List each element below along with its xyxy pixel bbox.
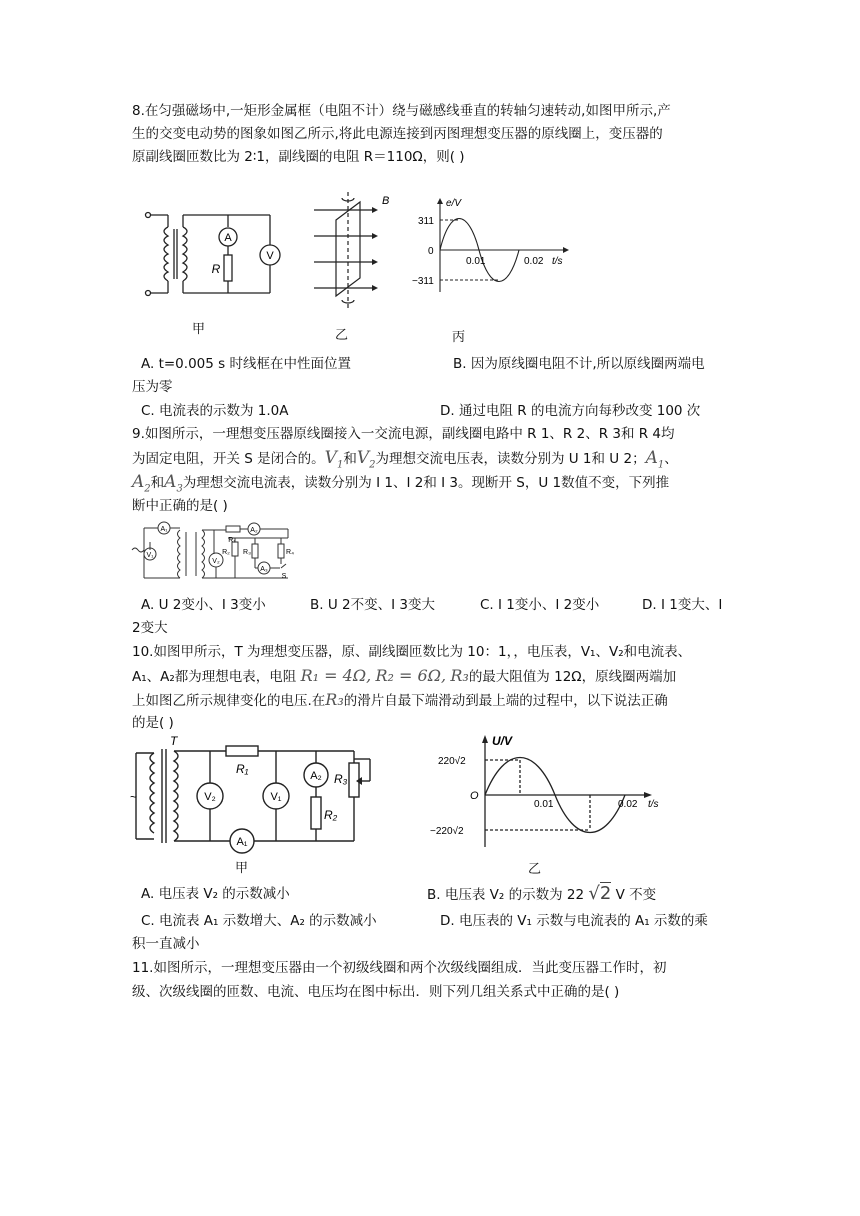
graph-ytick-zero: 0 — [428, 246, 434, 257]
q10-option-c: C. 电流表 A₁ 示数增大、A₂ 的示数减小 — [141, 913, 377, 929]
graph-ylabel: e/V — [446, 198, 462, 209]
q10-line1: 10.如图甲所示，T 为理想变压器，原、副线圈匝数比为 10：1，，电压表，V₁、V₂和电流表、 — [132, 644, 692, 660]
fig-label-yi: 乙 — [335, 328, 349, 343]
q9-label-s: S — [281, 573, 287, 580]
q11-line2: 级、次级线圈的匝数、电流、电压均在图中标出．则下列几组关系式中正确的是( ) — [132, 984, 620, 1000]
symbol-r3-b: R₃ — [325, 690, 344, 709]
q10-option-d-line2: 积一直减小 — [132, 936, 200, 952]
q10-label-r2: R₂ — [324, 808, 338, 822]
q10-label-t: T — [170, 734, 178, 748]
q10-label-r3: R₃ — [334, 772, 348, 786]
q9-option-c: C. I 1变小、I 2变小 — [480, 597, 600, 613]
q10-fig-label-yi: 乙 — [528, 862, 542, 877]
ammeter-label: A — [224, 232, 232, 244]
q10-label-tilde: ~ — [130, 790, 138, 804]
symbol-r3: R₃ — [450, 666, 469, 685]
graph-ytick-neg: −311 — [412, 276, 434, 287]
q10-option-d-line1: D. 电压表的 V₁ 示数与电流表的 A₁ 示数的乘 — [440, 913, 708, 929]
graph-xtick-1: 0.01 — [466, 256, 486, 267]
q9-label-r3: R₃ — [243, 549, 251, 556]
q8-stem-line1: 8.在匀强磁场中,一矩形金属框（电阻不计）绕与磁感线垂直的转轴匀速转动,如图甲所示,产 — [132, 103, 671, 119]
fig-label-jia: 甲 — [192, 322, 206, 337]
q8-option-c: C. 电流表的示数为 1.0A — [141, 403, 289, 419]
q10-line3: 上如图乙所示规律变化的电压.在R₃的滑片自最下端滑动到最上端的过程中，以下说法正确 — [132, 690, 668, 709]
equation-r1: R₁ = 4Ω, — [300, 666, 372, 685]
q10-option-b: B. 电压表 V₂ 的示数为 22 √2 V 不变 — [427, 883, 657, 904]
graph-xlabel: t/s — [648, 799, 659, 810]
q10-option-a: A. 电压表 V₂ 的示数减小 — [141, 886, 290, 902]
q8-circuit-figure — [140, 205, 300, 305]
graph-ytick-neg: −220√2 — [430, 826, 464, 837]
q10-line4: 的是( ) — [132, 715, 174, 731]
q9-line3: $A_2$和$A_3$为理想交流电流表，读数分别为 I 1、I 2和 I 3。现断开 S，U 1数值不变，下列推 — [132, 472, 670, 495]
q11-line1: 11.如图所示，一理想变压器由一个初级线圈和两个次级线圈组成．当此变压器工作时，初 — [132, 960, 667, 976]
symbol-v2: $V_2$ — [356, 448, 376, 471]
graph-xtick-2: 0.02 — [618, 799, 638, 810]
q9-line1: 9.如图所示，一理想变压器原线圈接入一交流电源，副线圈电路中 R 1、R 2、R 3和 R 4均 — [132, 426, 675, 442]
q9-option-b: B. U 2不变、I 3变大 — [310, 597, 435, 613]
q8-coil-figure — [310, 190, 390, 310]
q9-option-a: A. U 2变小、I 3变小 — [141, 597, 266, 613]
q10-label-a2: A₂ — [310, 770, 322, 782]
q8-option-b-line2: 压为零 — [132, 379, 173, 395]
q9-label-a3: A₃ — [260, 566, 268, 573]
q9-option-d-line2: 2变大 — [132, 620, 168, 636]
q10-label-r1: R₁ — [236, 762, 249, 776]
q9-label-r4: R₄ — [286, 549, 294, 556]
graph-ytick-zero: O — [470, 790, 479, 802]
graph-xtick-1: 0.01 — [534, 799, 554, 810]
q8-option-d: D. 通过电阻 R 的电流方向每秒改变 100 次 — [440, 403, 701, 419]
q8-emf-graph — [412, 198, 588, 298]
q10-line2: A₁、A₂都为理想电表，电阻 R₁ = 4Ω, R₂ = 6Ω, R₃的最大阻值为 12Ω，原线圈两端加 — [132, 666, 677, 685]
q9-circuit-figure — [128, 520, 303, 582]
q9-option-d-line1: D. I 1变大、I — [642, 597, 723, 613]
q10-label-v2: V₂ — [204, 791, 216, 803]
q9-label-v1: V₁ — [146, 552, 154, 559]
q10-voltage-graph — [430, 735, 670, 850]
symbol-a3: $A_3$ — [164, 472, 183, 495]
graph-ylabel: U/V — [492, 734, 513, 748]
graph-xtick-2: 0.02 — [524, 256, 544, 267]
symbol-v1: $V_1$ — [324, 448, 344, 471]
q8-option-a: A. t=0.005 s 时线框在中性面位置 — [141, 356, 351, 372]
q9-label-a2: A₂ — [250, 527, 258, 534]
q9-label-a1: A₁ — [160, 526, 168, 533]
q8-stem-line3: 原副线圈匝数比为 2∶1，副线圈的电阻 R＝110Ω，则( ) — [132, 149, 465, 165]
q10-circuit-figure — [130, 735, 390, 850]
q9-label-r1: R₁ — [228, 537, 236, 544]
graph-ytick-pos: 311 — [418, 216, 434, 227]
symbol-a1: $A_1$ — [645, 448, 665, 471]
symbol-a2: $A_2$ — [132, 472, 151, 495]
graph-xlabel: t/s — [552, 256, 563, 267]
q10-label-a1: A₁ — [236, 836, 248, 848]
q10-fig-label-jia: 甲 — [235, 861, 249, 876]
graph-ytick-pos: 220√2 — [438, 756, 466, 767]
fig-label-bing: 丙 — [452, 330, 466, 345]
sqrt-symbol: √2 — [588, 883, 612, 904]
voltmeter-label: V — [266, 250, 274, 262]
resistor-label: R — [211, 262, 221, 276]
q9-line2-a: 为固定电阻，开关 S 是闭合的。 — [132, 451, 325, 467]
q9-line2-c: 为理想交流电压表，读数分别为 U 1和 U 2； — [375, 451, 646, 467]
q9-label-r2: R₂ — [222, 549, 230, 556]
q10-label-v1: V₁ — [270, 791, 282, 803]
q9-line2-b: 和 — [343, 451, 357, 467]
q8-stem-line2: 生的交变电动势的图象如图乙所示,将此电源连接到丙图理想变压器的原线圈上，变压器的 — [132, 126, 663, 142]
q9-line2: 为固定电阻，开关 S 是闭合的。$V_1$和$V_2$为理想交流电压表，读数分别为 U 1和 U 2；$A_1$、 — [132, 448, 678, 471]
equation-r2: R₂ = 6Ω, — [375, 666, 447, 685]
q9-line4: 断中正确的是( ) — [132, 498, 228, 514]
q9-label-v2: V₂ — [212, 558, 220, 565]
q8-option-b-line1: B. 因为原线圈电阻不计,所以原线圈两端电 — [453, 356, 705, 372]
field-label-B: B — [382, 195, 390, 207]
